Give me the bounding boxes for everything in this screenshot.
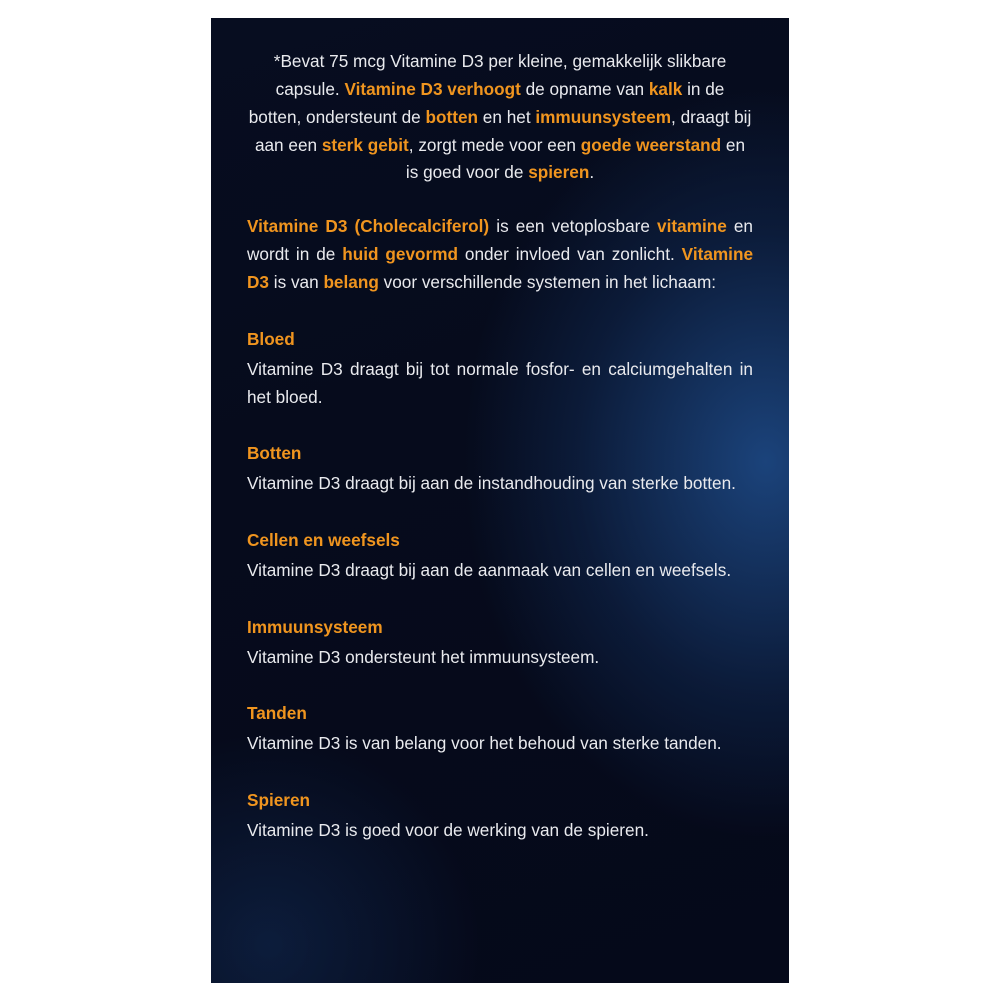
section-cellen-en-weefsels [247, 528, 753, 585]
intro-text-5: , draagt bij aan een [254, 106, 752, 155]
section-body: Vitamine D3 draagt bij aan de aanmaak van cellen en weefsels. [247, 559, 732, 580]
description-text-5: voor verschillende systemen in het lichaam: [378, 272, 717, 293]
section-body: Vitamine D3 ondersteunt het immuunsysteem. [247, 646, 600, 667]
description-highlight-1: Vitamine D3 (Cholecalciferol) [247, 216, 490, 237]
description-highlight-5: belang [323, 272, 379, 293]
section-immuunsysteem [247, 615, 753, 672]
section-title: Botten [247, 443, 302, 464]
section-spieren [247, 788, 753, 845]
section-title: Bloed [247, 328, 295, 349]
section-title: Tanden [247, 703, 307, 724]
description-paragraph [247, 213, 753, 297]
section-bloed [247, 327, 753, 412]
intro-highlight-5: sterk gebit [321, 134, 409, 155]
description-highlight-2: vitamine [657, 216, 727, 237]
section-botten [247, 441, 753, 498]
section-title: Spieren [247, 790, 311, 811]
description-text-1: is een vetoplosbare [489, 216, 658, 237]
section-body: Vitamine D3 is van belang voor het behoud van sterke tanden. [247, 733, 722, 754]
product-info-panel [211, 18, 789, 983]
intro-text-7: en is goed voor de [405, 134, 746, 183]
intro-highlight-6: goede weerstand [580, 134, 722, 155]
description-highlight-3: huid gevormd [342, 244, 458, 265]
intro-text-3: in de botten, ondersteunt de [248, 78, 725, 127]
section-body: Vitamine D3 is goed voor de werking van de spieren. [247, 819, 649, 840]
section-title: Immuunsysteem [247, 616, 383, 637]
intro-text-8: . [589, 162, 595, 183]
intro-text-1: *Bevat 75 mcg Vitamine D3 per kleine, gemakkelijk slikbare capsule. [273, 51, 727, 99]
section-body: Vitamine D3 draagt bij aan de instandhouding van sterke botten. [247, 473, 736, 494]
intro-text-6: , zorgt mede voor een [408, 134, 581, 155]
description-text-3: onder invloed van zonlicht. [457, 244, 682, 265]
section-title: Cellen en weefsels [247, 530, 400, 551]
intro-paragraph [247, 48, 753, 187]
intro-highlight-7: spieren [528, 162, 590, 183]
description-highlight-4: Vitamine D3 [247, 244, 753, 293]
description-text-2: en wordt in de [247, 216, 753, 265]
intro-highlight-3: botten [425, 106, 479, 127]
intro-text-4: en het [478, 106, 536, 127]
section-tanden [247, 701, 753, 758]
intro-highlight-1: Vitamine D3 verhoogt [344, 78, 521, 99]
intro-text-2: de opname van [520, 78, 649, 99]
section-body: Vitamine D3 draagt bij tot normale fosfor- en calciumgehalten in het bloed. [247, 358, 753, 407]
intro-highlight-2: kalk [648, 78, 683, 99]
description-text-4: is van [268, 272, 324, 293]
intro-highlight-4: immuunsysteem [535, 106, 672, 127]
